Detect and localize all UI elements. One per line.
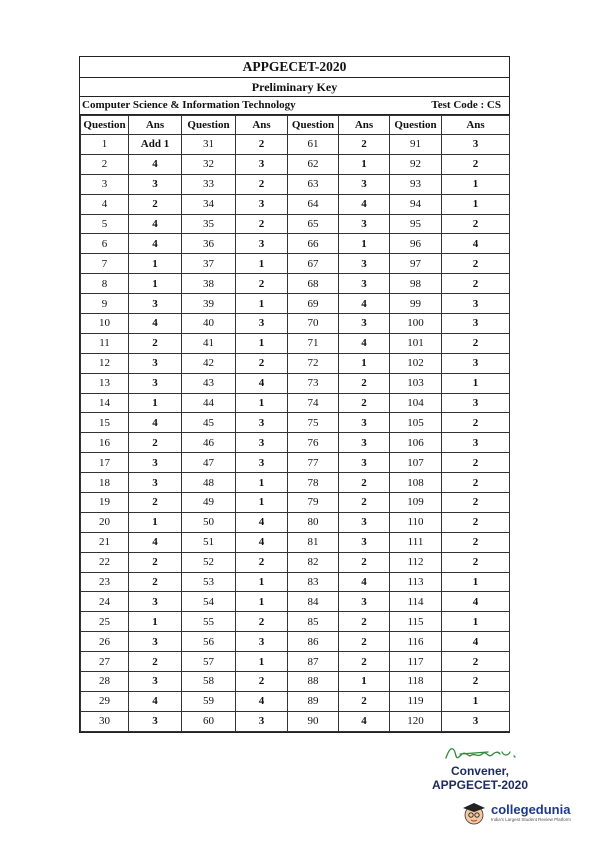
question-number-cell: 99	[390, 294, 442, 314]
question-number-cell: 96	[390, 234, 442, 254]
answer-cell: 2	[129, 552, 182, 572]
question-number-cell: 77	[288, 453, 339, 473]
answer-cell: 2	[236, 612, 288, 632]
question-number-cell: 72	[288, 353, 339, 373]
column-header: Ans	[129, 116, 182, 135]
answer-cell: 2	[339, 135, 390, 155]
question-number-cell: 63	[288, 174, 339, 194]
answer-cell: 3	[339, 512, 390, 532]
answer-cell: 4	[339, 572, 390, 592]
answer-cell: 4	[442, 234, 510, 254]
question-number-cell: 4	[81, 194, 129, 214]
question-number-cell: 118	[390, 672, 442, 692]
answer-cell: 2	[339, 691, 390, 711]
table-row	[81, 234, 510, 254]
question-number-cell: 32	[182, 154, 236, 174]
question-number-cell: 117	[390, 652, 442, 672]
table-row	[81, 711, 510, 731]
convener-label: Convener,	[450, 764, 510, 778]
table-row	[81, 353, 510, 373]
question-number-cell: 91	[390, 135, 442, 155]
question-number-cell: 35	[182, 214, 236, 234]
answer-key-table	[80, 115, 510, 732]
answer-cell: 3	[339, 592, 390, 612]
table-header-row	[81, 116, 510, 135]
question-number-cell: 12	[81, 353, 129, 373]
answer-cell: 3	[129, 373, 182, 393]
collegedunia-logo	[461, 800, 571, 826]
question-number-cell: 111	[390, 532, 442, 552]
answer-cell: 2	[129, 194, 182, 214]
exam-title: APPGECET-2020	[80, 57, 509, 78]
question-number-cell: 33	[182, 174, 236, 194]
question-number-cell: 85	[288, 612, 339, 632]
question-number-cell: 53	[182, 572, 236, 592]
column-header: Question	[182, 116, 236, 135]
question-number-cell: 119	[390, 691, 442, 711]
question-number-cell: 41	[182, 333, 236, 353]
logo-wordmark: collegedunia	[491, 802, 571, 817]
question-number-cell: 93	[390, 174, 442, 194]
question-number-cell: 17	[81, 453, 129, 473]
column-header: Question	[81, 116, 129, 135]
question-number-cell: 89	[288, 691, 339, 711]
table-row	[81, 691, 510, 711]
answer-cell: 1	[129, 612, 182, 632]
question-number-cell: 115	[390, 612, 442, 632]
answer-cell: 2	[442, 652, 510, 672]
question-number-cell: 116	[390, 632, 442, 652]
table-row	[81, 532, 510, 552]
answer-cell: 3	[339, 413, 390, 433]
table-row	[81, 294, 510, 314]
question-number-cell: 101	[390, 333, 442, 353]
table-row	[81, 572, 510, 592]
question-number-cell: 58	[182, 672, 236, 692]
convener-exam: APPGECET-2020	[431, 778, 529, 792]
question-number-cell: 46	[182, 433, 236, 453]
question-number-cell: 3	[81, 174, 129, 194]
question-number-cell: 24	[81, 592, 129, 612]
question-number-cell: 74	[288, 393, 339, 413]
question-number-cell: 21	[81, 532, 129, 552]
question-number-cell: 75	[288, 413, 339, 433]
table-row	[81, 333, 510, 353]
question-number-cell: 45	[182, 413, 236, 433]
question-number-cell: 59	[182, 691, 236, 711]
question-number-cell: 103	[390, 373, 442, 393]
answer-cell: 3	[442, 135, 510, 155]
question-number-cell: 40	[182, 314, 236, 334]
answer-cell: 3	[236, 234, 288, 254]
question-number-cell: 73	[288, 373, 339, 393]
question-number-cell: 68	[288, 274, 339, 294]
answer-cell: 2	[129, 652, 182, 672]
answer-cell: 3	[339, 433, 390, 453]
question-number-cell: 20	[81, 512, 129, 532]
question-number-cell: 16	[81, 433, 129, 453]
answer-cell: 3	[339, 254, 390, 274]
answer-cell: 2	[236, 214, 288, 234]
answer-cell: 2	[129, 493, 182, 513]
answer-cell: 4	[236, 691, 288, 711]
answer-cell: Add 1	[129, 135, 182, 155]
department-row	[80, 97, 509, 115]
answer-cell: 4	[129, 691, 182, 711]
answer-cell: 3	[236, 314, 288, 334]
answer-cell: 3	[339, 314, 390, 334]
question-number-cell: 69	[288, 294, 339, 314]
table-row	[81, 473, 510, 493]
convener-signature-block	[425, 742, 535, 792]
question-number-cell: 98	[390, 274, 442, 294]
answer-cell: 1	[442, 373, 510, 393]
question-number-cell: 86	[288, 632, 339, 652]
answer-cell: 4	[129, 413, 182, 433]
answer-cell: 2	[339, 612, 390, 632]
table-row	[81, 552, 510, 572]
answer-cell: 3	[129, 453, 182, 473]
question-number-cell: 36	[182, 234, 236, 254]
answer-cell: 3	[129, 473, 182, 493]
answer-cell: 2	[442, 672, 510, 692]
answer-cell: 3	[236, 154, 288, 174]
answer-cell: 1	[236, 333, 288, 353]
answer-cell: 2	[442, 413, 510, 433]
answer-cell: 4	[129, 314, 182, 334]
question-number-cell: 27	[81, 652, 129, 672]
department-name: Computer Science & Information Technology	[82, 99, 296, 111]
question-number-cell: 66	[288, 234, 339, 254]
answer-cell: 4	[442, 592, 510, 612]
table-row	[81, 592, 510, 612]
question-number-cell: 43	[182, 373, 236, 393]
answer-cell: 3	[339, 174, 390, 194]
question-number-cell: 55	[182, 612, 236, 632]
answer-cell: 2	[339, 652, 390, 672]
question-number-cell: 31	[182, 135, 236, 155]
question-number-cell: 23	[81, 572, 129, 592]
question-number-cell: 47	[182, 453, 236, 473]
table-row	[81, 393, 510, 413]
question-number-cell: 29	[81, 691, 129, 711]
question-number-cell: 44	[182, 393, 236, 413]
question-number-cell: 37	[182, 254, 236, 274]
question-number-cell: 84	[288, 592, 339, 612]
answer-cell: 1	[236, 592, 288, 612]
column-header: Question	[288, 116, 339, 135]
answer-cell: 3	[129, 711, 182, 731]
table-row	[81, 314, 510, 334]
answer-cell: 2	[236, 274, 288, 294]
answer-cell: 1	[442, 194, 510, 214]
answer-cell: 2	[442, 274, 510, 294]
question-number-cell: 15	[81, 413, 129, 433]
question-number-cell: 10	[81, 314, 129, 334]
question-number-cell: 114	[390, 592, 442, 612]
table-row	[81, 174, 510, 194]
answer-cell: 2	[339, 493, 390, 513]
question-number-cell: 110	[390, 512, 442, 532]
question-number-cell: 39	[182, 294, 236, 314]
question-number-cell: 82	[288, 552, 339, 572]
answer-cell: 3	[129, 592, 182, 612]
question-number-cell: 8	[81, 274, 129, 294]
answer-cell: 2	[442, 532, 510, 552]
answer-cell: 4	[339, 294, 390, 314]
answer-cell: 2	[442, 512, 510, 532]
column-header: Ans	[236, 116, 288, 135]
answer-cell: 2	[339, 552, 390, 572]
question-number-cell: 65	[288, 214, 339, 234]
answer-key-sheet	[79, 56, 510, 733]
question-number-cell: 52	[182, 552, 236, 572]
question-number-cell: 51	[182, 532, 236, 552]
answer-cell: 2	[442, 453, 510, 473]
answer-cell: 2	[442, 254, 510, 274]
question-number-cell: 28	[81, 672, 129, 692]
question-number-cell: 108	[390, 473, 442, 493]
answer-cell: 1	[129, 274, 182, 294]
answer-cell: 3	[236, 413, 288, 433]
answer-cell: 1	[236, 254, 288, 274]
question-number-cell: 88	[288, 672, 339, 692]
answer-cell: 3	[442, 353, 510, 373]
answer-cell: 3	[339, 532, 390, 552]
answer-cell: 1	[129, 254, 182, 274]
answer-cell: 3	[236, 433, 288, 453]
answer-cell: 1	[442, 691, 510, 711]
answer-cell: 3	[442, 314, 510, 334]
answer-cell: 2	[339, 393, 390, 413]
answer-cell: 2	[129, 572, 182, 592]
answer-cell: 2	[442, 552, 510, 572]
question-number-cell: 9	[81, 294, 129, 314]
answer-cell: 1	[442, 572, 510, 592]
answer-cell: 4	[129, 214, 182, 234]
question-number-cell: 71	[288, 333, 339, 353]
answer-cell: 2	[236, 672, 288, 692]
answer-cell: 1	[129, 393, 182, 413]
question-number-cell: 113	[390, 572, 442, 592]
answer-cell: 4	[129, 532, 182, 552]
question-number-cell: 90	[288, 711, 339, 731]
answer-cell: 1	[339, 353, 390, 373]
table-row	[81, 512, 510, 532]
answer-cell: 2	[129, 433, 182, 453]
question-number-cell: 61	[288, 135, 339, 155]
column-header: Question	[390, 116, 442, 135]
answer-cell: 2	[236, 135, 288, 155]
answer-cell: 4	[236, 532, 288, 552]
answer-cell: 3	[236, 194, 288, 214]
question-number-cell: 42	[182, 353, 236, 373]
answer-cell: 2	[129, 333, 182, 353]
answer-cell: 4	[236, 373, 288, 393]
question-number-cell: 87	[288, 652, 339, 672]
question-number-cell: 6	[81, 234, 129, 254]
answer-cell: 1	[236, 572, 288, 592]
answer-cell: 1	[236, 652, 288, 672]
question-number-cell: 100	[390, 314, 442, 334]
table-row	[81, 254, 510, 274]
answer-cell: 3	[129, 353, 182, 373]
question-number-cell: 79	[288, 493, 339, 513]
question-number-cell: 78	[288, 473, 339, 493]
question-number-cell: 92	[390, 154, 442, 174]
question-number-cell: 48	[182, 473, 236, 493]
question-number-cell: 76	[288, 433, 339, 453]
question-number-cell: 94	[390, 194, 442, 214]
answer-cell: 2	[236, 353, 288, 373]
question-number-cell: 57	[182, 652, 236, 672]
answer-cell: 2	[442, 493, 510, 513]
question-number-cell: 81	[288, 532, 339, 552]
question-number-cell: 38	[182, 274, 236, 294]
question-number-cell: 106	[390, 433, 442, 453]
answer-cell: 1	[339, 234, 390, 254]
logo-tagline: India's Largest Student Review Platform	[491, 817, 571, 822]
answer-cell: 3	[129, 174, 182, 194]
answer-cell: 2	[339, 473, 390, 493]
question-number-cell: 50	[182, 512, 236, 532]
question-number-cell: 49	[182, 493, 236, 513]
answer-cell: 1	[442, 174, 510, 194]
question-number-cell: 22	[81, 552, 129, 572]
answer-cell: 3	[442, 393, 510, 413]
answer-cell: 3	[236, 453, 288, 473]
question-number-cell: 83	[288, 572, 339, 592]
answer-cell: 1	[442, 612, 510, 632]
answer-cell: 3	[339, 274, 390, 294]
question-number-cell: 109	[390, 493, 442, 513]
question-number-cell: 34	[182, 194, 236, 214]
answer-cell: 3	[129, 294, 182, 314]
question-number-cell: 1	[81, 135, 129, 155]
question-number-cell: 95	[390, 214, 442, 234]
answer-cell: 3	[129, 632, 182, 652]
answer-cell: 2	[236, 552, 288, 572]
answer-cell: 1	[236, 393, 288, 413]
test-code: Test Code : CS	[431, 99, 501, 111]
answer-cell: 1	[236, 493, 288, 513]
table-row	[81, 135, 510, 155]
table-body	[81, 135, 510, 732]
table-row	[81, 413, 510, 433]
key-subtitle: Preliminary Key	[80, 78, 509, 97]
table-row	[81, 612, 510, 632]
answer-cell: 3	[442, 433, 510, 453]
question-number-cell: 11	[81, 333, 129, 353]
question-number-cell: 7	[81, 254, 129, 274]
question-number-cell: 19	[81, 493, 129, 513]
table-row	[81, 154, 510, 174]
answer-cell: 1	[339, 154, 390, 174]
answer-cell: 3	[236, 711, 288, 731]
answer-cell: 4	[339, 711, 390, 731]
column-header: Ans	[339, 116, 390, 135]
table-row	[81, 632, 510, 652]
answer-cell: 4	[442, 632, 510, 652]
answer-cell: 4	[236, 512, 288, 532]
signature-icon	[440, 742, 520, 764]
answer-cell: 2	[442, 333, 510, 353]
answer-cell: 2	[442, 214, 510, 234]
question-number-cell: 56	[182, 632, 236, 652]
answer-cell: 2	[236, 174, 288, 194]
question-number-cell: 2	[81, 154, 129, 174]
column-header: Ans	[442, 116, 510, 135]
answer-cell: 4	[129, 154, 182, 174]
table-row	[81, 274, 510, 294]
question-number-cell: 5	[81, 214, 129, 234]
question-number-cell: 14	[81, 393, 129, 413]
question-number-cell: 26	[81, 632, 129, 652]
question-number-cell: 80	[288, 512, 339, 532]
answer-cell: 4	[339, 333, 390, 353]
answer-cell: 1	[129, 512, 182, 532]
answer-cell: 1	[339, 672, 390, 692]
question-number-cell: 97	[390, 254, 442, 274]
answer-cell: 4	[129, 234, 182, 254]
table-row	[81, 453, 510, 473]
question-number-cell: 105	[390, 413, 442, 433]
answer-cell: 3	[339, 453, 390, 473]
question-number-cell: 25	[81, 612, 129, 632]
answer-cell: 3	[339, 214, 390, 234]
answer-cell: 2	[442, 473, 510, 493]
question-number-cell: 30	[81, 711, 129, 731]
table-row	[81, 493, 510, 513]
table-row	[81, 373, 510, 393]
answer-cell: 3	[442, 711, 510, 731]
answer-cell: 1	[236, 473, 288, 493]
question-number-cell: 60	[182, 711, 236, 731]
question-number-cell: 64	[288, 194, 339, 214]
question-number-cell: 54	[182, 592, 236, 612]
table-row	[81, 672, 510, 692]
answer-cell: 1	[236, 294, 288, 314]
answer-cell: 2	[339, 373, 390, 393]
question-number-cell: 13	[81, 373, 129, 393]
question-number-cell: 104	[390, 393, 442, 413]
table-row	[81, 194, 510, 214]
table-row	[81, 433, 510, 453]
question-number-cell: 102	[390, 353, 442, 373]
answer-cell: 4	[339, 194, 390, 214]
question-number-cell: 112	[390, 552, 442, 572]
question-number-cell: 70	[288, 314, 339, 334]
question-number-cell: 107	[390, 453, 442, 473]
question-number-cell: 18	[81, 473, 129, 493]
answer-cell: 2	[442, 154, 510, 174]
graduate-avatar-icon	[461, 800, 487, 826]
question-number-cell: 62	[288, 154, 339, 174]
question-number-cell: 67	[288, 254, 339, 274]
answer-cell: 3	[442, 294, 510, 314]
question-number-cell: 120	[390, 711, 442, 731]
table-row	[81, 652, 510, 672]
table-row	[81, 214, 510, 234]
answer-cell: 3	[236, 632, 288, 652]
answer-cell: 2	[339, 632, 390, 652]
answer-cell: 3	[129, 672, 182, 692]
